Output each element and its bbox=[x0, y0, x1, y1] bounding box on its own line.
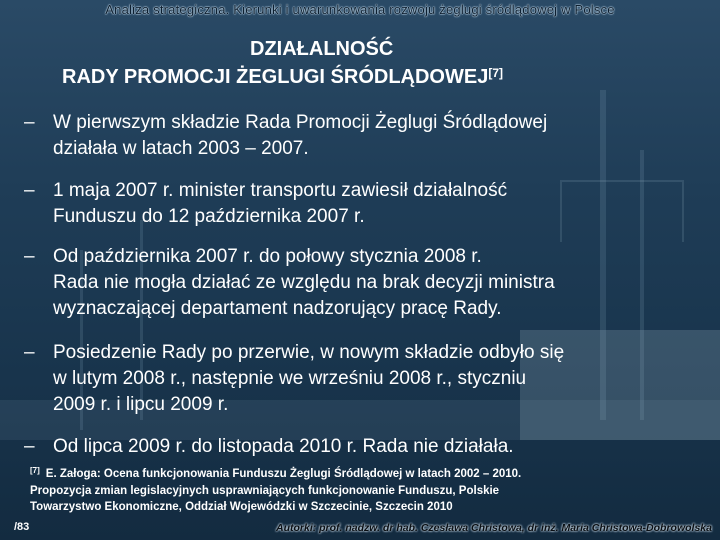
bullet-text bbox=[53, 110, 547, 162]
bullet-text bbox=[53, 340, 564, 418]
bullet-text bbox=[53, 178, 507, 230]
footnote-line-2: Propozycja zmian legislacyjnych usprawniających funkcjonowanie Funduszu, Polskie bbox=[30, 485, 500, 497]
bullet-text bbox=[53, 434, 514, 460]
title-reference: [7] bbox=[488, 66, 503, 80]
bullet-line: Od października 2007 r. do połowy stycznia 2008 r. bbox=[53, 246, 482, 267]
footnote-line-1 bbox=[30, 466, 650, 483]
bullet-item bbox=[24, 178, 507, 230]
authors-footer: Autorki: prof. nadzw. dr hab. Czesława Christowa, dr inż. Maria Christowa-Dobrowolska bbox=[275, 522, 712, 534]
bullet-dash: – bbox=[24, 436, 35, 457]
footnote-ref: [7] bbox=[30, 466, 40, 475]
bullet-item bbox=[24, 110, 547, 162]
bullet-line: Od lipca 2009 r. do listopada 2010 r. Rada nie działała. bbox=[53, 436, 514, 457]
bullet-line: 2009 r. i lipcu 2009 r. bbox=[53, 394, 229, 415]
bullet-dash: – bbox=[24, 180, 35, 201]
bullet-line: wyznaczającej departament nadzorujący pracę Rady. bbox=[53, 298, 502, 319]
bullet-line: Posiedzenie Rady po przerwie, w nowym składzie odbyło się bbox=[53, 342, 565, 363]
footnote bbox=[30, 466, 650, 515]
presentation-header: Analiza strategiczna. Kierunki i uwarunkowania rozwoju żeglugi śródlądowej w Polsce bbox=[105, 2, 615, 17]
bullet-item bbox=[24, 340, 564, 418]
bullet-line: w lutym 2008 r., następnie we wrześniu 2008 r., styczniu bbox=[53, 368, 527, 389]
bullet-line: Rada nie mogła działać ze względu na brak decyzji ministra bbox=[53, 272, 555, 293]
footnote-text-1: E. Załoga: Ocena funkcjonowania Funduszu Żeglugi Śródlądowej w latach 2002 – 2010. bbox=[45, 468, 522, 480]
page-number: /83 bbox=[14, 521, 30, 533]
bullet-item bbox=[24, 434, 514, 460]
bullet-line: 1 maja 2007 r. minister transportu zawiesił działalność bbox=[53, 180, 508, 201]
bullet-dash: – bbox=[24, 342, 35, 363]
bullet-dash: – bbox=[24, 246, 35, 267]
footnote-line-3: Towarzystwo Ekonomiczne, Oddział Wojewódzki w Szczecinie, Szczecin 2010 bbox=[30, 501, 453, 513]
bullet-line: działała w latach 2003 – 2007. bbox=[53, 138, 309, 159]
title-line-2 bbox=[62, 64, 503, 90]
bullet-item bbox=[24, 244, 555, 322]
title-line-2-text: RADY PROMOCJI ŻEGLUGI ŚRÓDLĄDOWEJ bbox=[62, 66, 489, 88]
bullet-dash: – bbox=[24, 112, 35, 133]
bullet-line: Funduszu do 12 października 2007 r. bbox=[53, 206, 365, 227]
bullet-text bbox=[53, 244, 555, 322]
title-line-1: DZIAŁALNOŚĆ bbox=[250, 38, 394, 60]
bullet-line: W pierwszym składzie Rada Promocji Żeglugi Śródlądowej bbox=[53, 112, 548, 133]
